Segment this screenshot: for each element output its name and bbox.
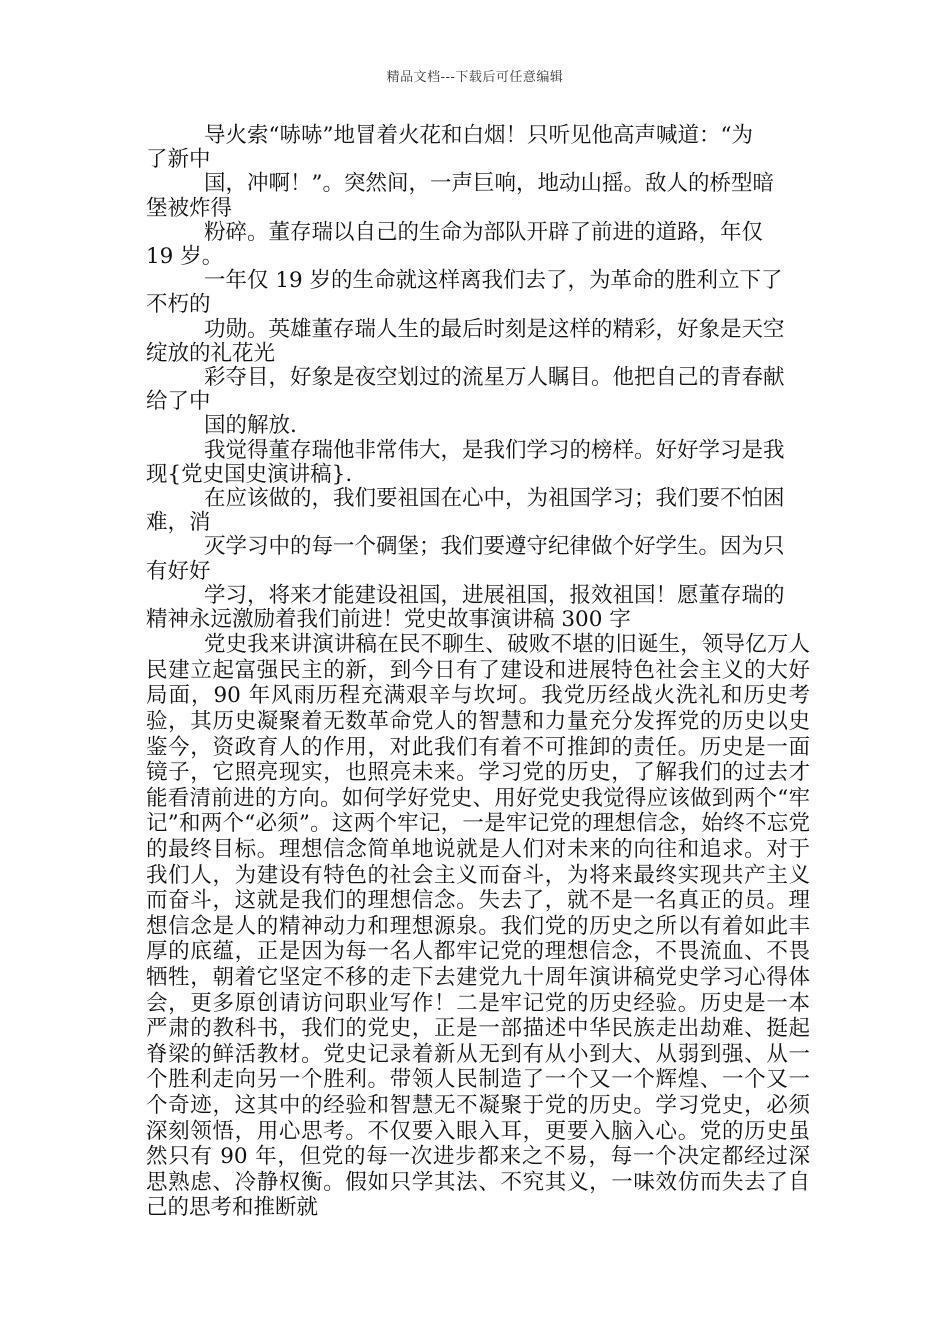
text-line: 给了中 xyxy=(146,389,211,415)
text-line: 在应该做的，我们要祖国在心中，为祖国学习；我们要不怕困 xyxy=(204,486,785,512)
text-line: 功勋。英雄董存瑞人生的最后时刻是这样的精彩，好象是天空 xyxy=(204,316,785,342)
lines-block xyxy=(146,124,810,632)
text-line: 国的解放. xyxy=(204,413,297,439)
text-line: 粉碎。董存瑞以自己的生命为部队开辟了前进的道路，年仅 xyxy=(204,219,764,245)
text-line: 彩夺目，好象是夜空划过的流星万人瞩目。他把自己的青春献 xyxy=(204,365,785,391)
text-line: 绽放的礼花光 xyxy=(146,340,276,366)
page-header: 精品文档---下载后可任意编辑 xyxy=(386,70,564,85)
text-line: 不朽的 xyxy=(146,292,211,318)
text-line: 我觉得董存瑞他非常伟大，是我们学习的榜样。好好学习是我 xyxy=(204,437,785,463)
text-line: 灭学习中的每一个碉堡；我们要遵守纪律做个好学生。因为只 xyxy=(204,534,785,560)
text-line: 了新中 xyxy=(146,147,211,173)
text-line: 导火索“哧哧”地冒着火花和白烟！只听见他高声喊道：“为 xyxy=(204,123,753,148)
text-line: 堡被炸得 xyxy=(146,195,233,221)
text-line: 难，消 xyxy=(146,510,211,536)
text-line: 现{党史国史演讲稿}. xyxy=(146,461,353,487)
text-line: 精神永远激励着我们前进！党史故事演讲稿 300 字 xyxy=(146,607,631,633)
document-body xyxy=(146,124,810,1221)
text-line: 有好好 xyxy=(146,558,211,584)
body-paragraph: 党史我来讲演讲稿在民不聊生、破败不堪的旧诞生，领导亿万人民建立起富强民主的新，到今日有了建设和进展特色社会主义的大好局面，90 年风雨历程充满艰辛与坎坷。我党历经战火洗礼和历史考验，其历史凝聚着无数革命党人的智慧和力量充分发挥党的历史以史鉴今，资政育人的作用，对此我们有着不可推卸的责任。历史是一面镜子，它照亮现实，也照亮未来。学习党的历史，了解我们的过去才能看清前进的方向。如何学好党史、用好党史我觉得应该做到两个“牢记”和两个“必须”。这两个牢记，一是牢记党的理想信念，始终不忘党的最终目标。理想信念简单地说就是人们对未来的向往和追求。对于我们人，为建设有特色的社会主义而奋斗，为将来最终实现共产主义而奋斗，这就是我们的理想信念。失去了，就不是一名真正的员。理想信念是人的精神动力和理想源泉。我们党的历史之所以有着如此丰厚的底蕴，正是因为每一名人都牢记党的理想信念，不畏流血、不畏牺牲，朝着它坚定不移的走下去建党九十周年演讲稿党史学习心得体会，更多原创请访问职业写作！二是牢记党的历史经验。历史是一本严肃的教科书，我们的党史，正是一部描述中华民族走出劫难、挺起脊梁的鲜活教材。党史记录着新从无到有从小到大、从弱到强、从一个胜利走向另一个胜利。带领人民制造了一个又一个辉煌、一个又一个奇迹，这其中的经验和智慧无不凝聚于党的历史。学习党史，必须深刻领悟，用心思考。不仅要入眼入耳，更要入脑入心。党的历史虽然只有 90 年，但党的每一次进步都来之不易，每一个决定都经过深思熟虑、冷静权衡。假如只学其法、不究其义，一味效仿而失去了自己的思考和推断就 xyxy=(146,632,810,1221)
text-line: 学习，将来才能建设祖国，进展祖国，报效祖国！愿董存瑞的 xyxy=(204,582,785,608)
text-line: 国，冲啊！”。突然间，一声巨响，地动山摇。敌人的桥型暗 xyxy=(204,171,774,197)
text-line: 19 岁。 xyxy=(146,244,224,270)
text-line: 一年仅 19 岁的生命就这样离我们去了，为革命的胜利立下了 xyxy=(204,268,783,294)
